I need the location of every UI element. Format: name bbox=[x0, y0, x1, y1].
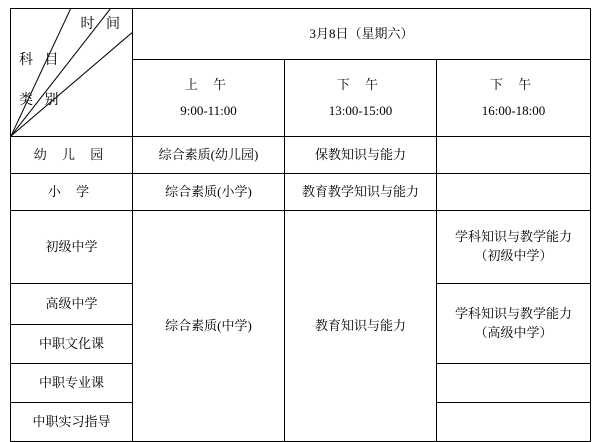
subject-senior-high-evening bbox=[437, 284, 591, 364]
subject-vocational-major-evening bbox=[437, 364, 591, 403]
header-date: 3月8日（星期六） bbox=[133, 9, 591, 60]
subject-senior-high-evening-line2: （高级中学） bbox=[474, 324, 553, 340]
category-kindergarten: 幼 儿 园 bbox=[11, 137, 133, 174]
subject-junior-high-evening-line2: （初级中学） bbox=[474, 248, 553, 263]
subject-junior-high-evening-line1: 学科知识与教学能力 bbox=[455, 229, 573, 245]
slot-time-afternoon: 13:00-15:00 bbox=[328, 102, 393, 118]
subject-primary-afternoon: 教育教学知识与能力 bbox=[285, 174, 437, 211]
slot-header-afternoon bbox=[285, 60, 437, 137]
category-vocational-major: 中职专业课 bbox=[11, 364, 133, 403]
subject-senior-high-evening-line1: 学科知识与教学能力 bbox=[455, 305, 573, 321]
subject-primary-evening bbox=[437, 174, 591, 211]
category-junior-high: 初级中学 bbox=[11, 211, 133, 284]
table-row bbox=[11, 137, 591, 174]
corner-header-cell bbox=[11, 9, 133, 137]
subject-kindergarten-evening bbox=[437, 137, 591, 174]
slot-time-evening: 16:00-18:00 bbox=[481, 102, 546, 118]
subject-junior-high-evening bbox=[437, 211, 591, 284]
subject-kindergarten-morning: 综合素质(幼儿园) bbox=[133, 137, 285, 174]
subject-secondary-afternoon: 教育知识与能力 bbox=[285, 211, 437, 442]
table-row bbox=[11, 211, 591, 284]
subject-primary-morning: 综合素质(小学) bbox=[133, 174, 285, 211]
header-label-time: 时 间 bbox=[80, 17, 124, 32]
header-label-subject: 科 目 bbox=[19, 53, 63, 68]
table-header-row-date bbox=[11, 9, 591, 60]
slot-name-afternoon: 下 午 bbox=[336, 76, 385, 92]
slot-name-evening: 下 午 bbox=[489, 76, 538, 92]
header-label-category: 类 别 bbox=[19, 93, 63, 108]
slot-header-morning bbox=[133, 60, 285, 137]
subject-vocational-internship-evening bbox=[437, 403, 591, 442]
slot-header-evening bbox=[437, 60, 591, 137]
category-vocational-internship: 中职实习指导 bbox=[11, 403, 133, 442]
exam-schedule-table bbox=[10, 8, 591, 442]
slot-name-morning: 上 午 bbox=[184, 76, 233, 92]
category-primary: 小 学 bbox=[11, 174, 133, 211]
slot-time-morning: 9:00-11:00 bbox=[180, 102, 237, 118]
subject-secondary-morning: 综合素质(中学) bbox=[133, 211, 285, 442]
category-senior-high: 高级中学 bbox=[11, 284, 133, 325]
table-row bbox=[11, 174, 591, 211]
category-vocational-culture: 中职文化课 bbox=[11, 325, 133, 364]
subject-kindergarten-afternoon: 保教知识与能力 bbox=[285, 137, 437, 174]
